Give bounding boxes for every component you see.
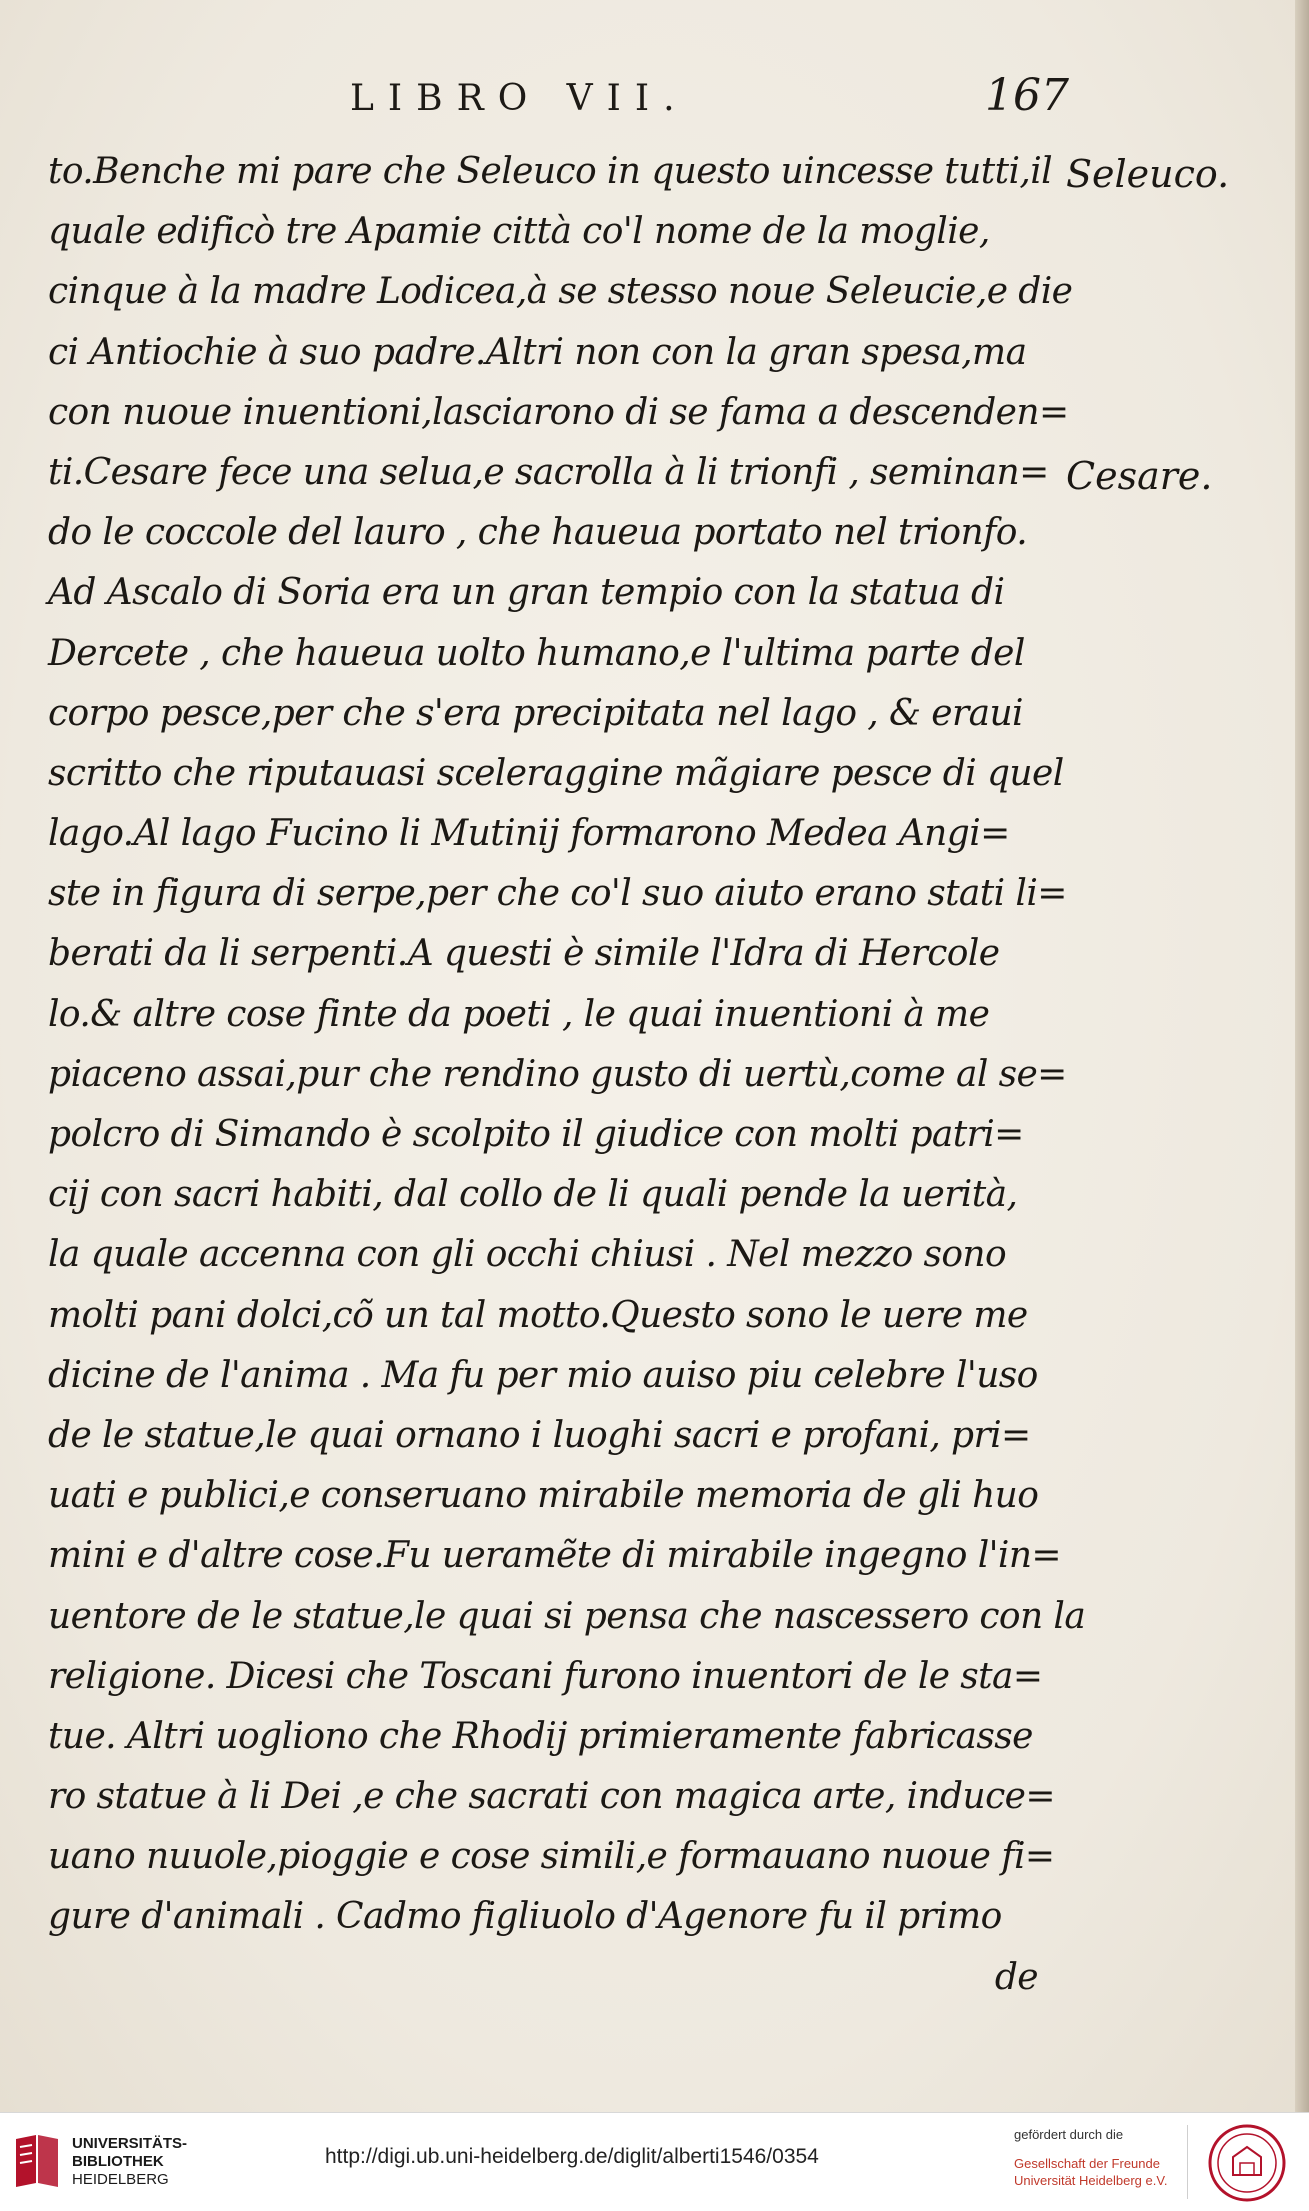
page-header — [0, 70, 1309, 130]
margin-note-cesare: Cesare. — [1066, 454, 1213, 498]
library-logo-icon[interactable] — [12, 2133, 62, 2191]
sponsor-label: gefördert durch die — [1014, 2127, 1124, 2142]
text-line: to.Benche mi pare che Seleuco in questo uincesse tutti,il — [48, 151, 1053, 192]
body-text — [48, 142, 1086, 2008]
text-line: ste in figura di serpe,per che co'l suo aiuto erano stati li= — [48, 873, 1067, 915]
text-line: ro statue à li Dei ,e che sacrati con magica arte, induce= — [48, 1776, 1055, 1818]
sponsor-name[interactable] — [1014, 2155, 1167, 2189]
page-number: 167 — [985, 70, 1069, 121]
text-line: Ad Ascalo di Soria era un gran tempio con la statua di — [48, 572, 1005, 614]
text-line: ci Antiochie à suo padre.Altri non con la gran spesa,ma — [48, 331, 1027, 373]
text-line: molti pani dolci,cõ un tal motto.Questo sono le uere me — [48, 1294, 1028, 1336]
text-line: religione. Dicesi che Toscani furono inuentori de le sta= — [48, 1655, 1043, 1697]
running-title: LIBRO VII. — [350, 78, 689, 119]
permalink-url[interactable]: http://digi.ub.uni-heidelberg.de/diglit/alberti1546/0354 — [325, 2145, 819, 2168]
text-line: uano nuuole,pioggie e cose simili,e formauano nuoue fi= — [48, 1836, 1055, 1878]
library-name-line: HEIDELBERG — [72, 2171, 169, 2188]
footer-bar — [0, 2112, 1309, 2211]
text-line: piaceno assai,pur che rendino gusto di uertù,come al se= — [48, 1053, 1067, 1095]
university-seal-icon — [1207, 2123, 1287, 2203]
text-line: cinque à la madre Lodicea,à se stesso noue Seleucie,e die — [48, 271, 1073, 313]
library-name-line: UNIVERSITÄTS- — [72, 2135, 188, 2152]
sponsor-name-line: Universität Heidelberg e.V. — [1014, 2173, 1168, 2188]
text-line: uati e publici,e conseruano mirabile memoria de gli huo — [48, 1475, 1039, 1517]
text-line: berati da li serpenti.A questi è simile l'Idra di Hercole — [48, 933, 1000, 975]
text-line: do le coccole del lauro , che haueua portato nel trionfo. — [48, 512, 1028, 554]
text-line: gure d'animali . Cadmo figliuolo d'Agenore fu il primo — [48, 1896, 1002, 1938]
text-line: con nuoue inuentioni,lasciarono di se fama a descenden= — [48, 391, 1069, 433]
library-name — [72, 2135, 187, 2189]
text-line: de le statue,le quai ornano i luoghi sacri e profani, pri= — [48, 1414, 1031, 1456]
text-line: la quale accenna con gli occhi chiusi . Nel mezzo sono — [48, 1234, 1007, 1276]
text-line: lo.& altre cose finte da poeti , le quai inuentioni à me — [48, 993, 990, 1035]
text-line: scritto che riputauasi sceleraggine mãgiare pesce di quel — [48, 752, 1064, 794]
margin-note-seleuco: Seleuco. — [1066, 152, 1230, 196]
text-line: dicine de l'anima . Ma fu per mio auiso piu celebre l'uso — [48, 1354, 1038, 1396]
text-line: uentore de le statue,le quai si pensa che nascessero con la — [48, 1595, 1086, 1637]
text-line: quale edificò tre Apamie città co'l nome de la moglie, — [48, 211, 990, 253]
text-line: corpo pesce,per che s'era precipitata nel lago , & eraui — [48, 692, 1023, 734]
text-line: mini e d'altre cose.Fu ueramẽte di mirabile ingegno l'in= — [48, 1535, 1061, 1577]
catchword: de — [994, 1956, 1038, 1998]
text-line: polcro di Simando è scolpito il giudice con molti patri= — [48, 1114, 1024, 1155]
text-line: tue. Altri uogliono che Rhodij primieramente fabricasse — [48, 1715, 1033, 1757]
text-line: cij con sacri habiti, dal collo de li quali pende la uerità, — [48, 1174, 1018, 1216]
footer-divider — [1187, 2125, 1188, 2199]
sponsor-name-line: Gesellschaft der Freunde — [1014, 2156, 1160, 2171]
text-line: lago.Al lago Fucino li Mutinij formarono Medea Angi= — [48, 813, 1010, 855]
text-line: Dercete , che haueua uolto humano,e l'ultima parte del — [48, 632, 1025, 674]
text-line: ti.Cesare fece una selua,e sacrolla à li trionfi , seminan= — [48, 451, 1049, 493]
page-edge — [1295, 0, 1309, 2112]
library-name-line: BIBLIOTHEK — [72, 2153, 164, 2170]
